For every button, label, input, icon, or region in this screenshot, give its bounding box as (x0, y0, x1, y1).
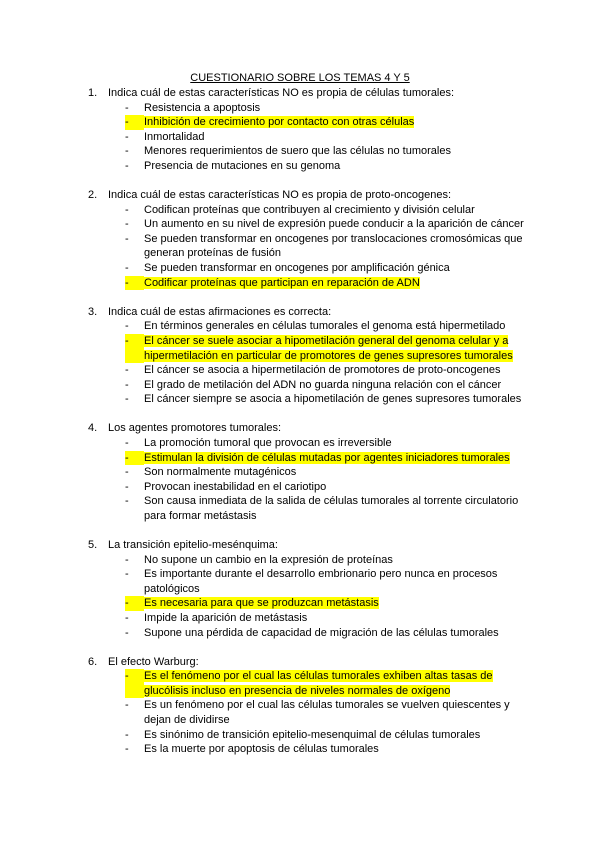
option-text: El grado de metilación del ADN no guarda ninguna relación con el cáncer (144, 378, 502, 391)
option-text: No supone un cambio en la expresión de proteínas (144, 553, 393, 566)
question-number: 3. (88, 305, 98, 318)
option-item (88, 378, 528, 393)
option-dash: - (125, 451, 144, 466)
option-item (88, 203, 528, 218)
question-4 (88, 421, 528, 523)
option-dash: - (125, 276, 144, 291)
question-text: Los agentes promotores tumorales: (108, 422, 282, 435)
option-dash: - (125, 378, 129, 391)
question-1 (88, 86, 528, 174)
option-dash: - (125, 130, 129, 143)
option-text: Son causa inmediata de la salida de células tumorales al torrente circulatorio para formar metástasis (144, 495, 519, 522)
option-dash: - (125, 743, 129, 756)
option-text: Es la muerte por apoptosis de células tumorales (144, 743, 379, 756)
option-dash: - (125, 334, 144, 363)
option-item-highlighted (88, 115, 528, 130)
option-dash: - (125, 612, 129, 624)
option-item-highlighted (88, 669, 528, 698)
question-stem (88, 305, 528, 320)
question-5 (88, 538, 528, 640)
option-list (88, 101, 528, 174)
option-text: Supone una pérdida de capacidad de migración de las células tumorales (144, 626, 499, 639)
option-text: Se pueden transformar en oncogenes por translocaciones cromosómicas que generan proteínas de fusión (144, 232, 523, 260)
option-item (88, 698, 528, 727)
option-item (88, 217, 528, 232)
question-number: 4. (88, 422, 98, 435)
question-stem (88, 188, 528, 203)
option-dash: - (125, 466, 129, 479)
option-item (88, 261, 528, 276)
option-dash: - (125, 626, 129, 639)
question-2 (88, 188, 528, 290)
option-item (88, 436, 528, 451)
option-item (88, 494, 528, 523)
option-item-highlighted (88, 334, 528, 363)
option-item (88, 130, 528, 145)
option-item (88, 553, 528, 568)
option-text: Son normalmente mutagénicos (144, 466, 297, 479)
option-dash: - (125, 218, 129, 231)
question-number: 5. (88, 539, 98, 552)
option-item (88, 363, 528, 378)
option-text: Estimulan la división de células mutadas por agentes iniciadores tumorales (144, 451, 510, 464)
question-text: El efecto Warburg: (108, 655, 199, 668)
option-item (88, 392, 528, 407)
option-text: Codificar proteínas que participan en reparación de ADN (144, 276, 420, 289)
option-list (88, 203, 528, 291)
question-number: 1. (88, 87, 98, 99)
option-item (88, 742, 528, 757)
option-dash: - (125, 553, 129, 566)
option-item-highlighted (88, 596, 528, 611)
question-text: La transición epitelio-mesénquima: (108, 539, 278, 552)
option-dash: - (125, 115, 144, 130)
option-text: Se pueden transformar en oncogenes por amplificación génica (144, 262, 450, 275)
option-text: Es necesaria para que se produzcan metástasis (144, 597, 379, 610)
option-item (88, 465, 528, 480)
option-item (88, 319, 528, 334)
option-dash: - (125, 699, 129, 712)
option-text: Es sinónimo de transición epitelio-mesenquimal de células tumorales (144, 728, 481, 741)
option-text: Inhibición de crecimiento por contacto con otras células (144, 116, 415, 129)
option-dash: - (125, 728, 129, 741)
option-item (88, 101, 528, 116)
option-list (88, 553, 528, 641)
option-item (88, 626, 528, 641)
option-text: Es un fenómeno por el cual las células tumorales se vuelven quiescentes y dejan de dividirse (144, 699, 510, 727)
option-dash: - (125, 480, 129, 493)
option-item (88, 480, 528, 495)
option-item-highlighted (88, 451, 528, 466)
option-text: Inmortalidad (144, 130, 205, 143)
option-dash: - (125, 320, 129, 333)
question-number: 2. (88, 189, 98, 202)
option-dash: - (125, 669, 144, 698)
option-text: Resistencia a apoptosis (144, 101, 261, 114)
question-number: 6. (88, 655, 98, 668)
option-item (88, 144, 528, 159)
option-text: Menores requerimientos de suero que las células no tumorales (144, 145, 451, 158)
option-dash: - (125, 596, 144, 611)
option-dash: - (125, 495, 129, 508)
option-text: La promoción tumoral que provocan es irreversible (144, 436, 392, 449)
option-dash: - (125, 159, 129, 172)
option-dash: - (125, 393, 129, 406)
option-item (88, 159, 528, 174)
option-text: Presencia de mutaciones en su genoma (144, 159, 341, 172)
option-text: El cáncer siempre se asocia a hipometilación de genes supresores tumorales (144, 393, 522, 406)
option-dash: - (125, 101, 129, 114)
question-stem (88, 86, 528, 101)
option-item-highlighted (88, 276, 528, 291)
option-text: Es importante durante el desarrollo embrionario pero nunca en procesos patológicos (144, 568, 498, 595)
document-title: CUESTIONARIO SOBRE LOS TEMAS 4 Y 5 (190, 72, 410, 84)
option-dash: - (125, 436, 129, 449)
question-text: Indica cuál de estas características NO es propia de proto-oncogenes: (108, 189, 452, 202)
question-stem (88, 655, 528, 670)
option-text: Provocan inestabilidad en el cariotipo (144, 480, 327, 493)
option-list (88, 319, 528, 407)
question-text: Indica cuál de estas características NO es propia de células tumorales: (108, 87, 455, 99)
option-text: Impide la aparición de metástasis (144, 612, 308, 624)
option-text: El cáncer se asocia a hipermetilación de promotores de proto-oncogenes (144, 364, 501, 377)
option-text: El cáncer se suele asociar a hipometilación general del genoma celular y a hipermetilación en particular de promotores de genes supresores tumorales (144, 334, 513, 362)
option-item (88, 611, 528, 626)
option-text: Un aumento en su nivel de expresión puede conducir a la aparición de cáncer (144, 218, 524, 231)
option-dash: - (125, 145, 129, 158)
option-dash: - (125, 364, 129, 377)
option-dash: - (125, 203, 129, 216)
option-item (88, 232, 528, 261)
option-text: Codifican proteínas que contribuyen al crecimiento y división celular (144, 203, 475, 216)
option-item (88, 567, 528, 596)
question-3 (88, 305, 528, 407)
question-text: Indica cuál de estas afirmaciones es correcta: (108, 305, 332, 318)
option-list (88, 436, 528, 524)
question-stem (88, 538, 528, 553)
option-text: En términos generales en células tumorales el genoma está hipermetilado (144, 320, 506, 333)
option-list (88, 669, 528, 757)
option-text: Es el fenómeno por el cual las células tumorales exhiben altas tasas de glucólisis incluso en presencia de niveles normales de oxígeno (144, 670, 493, 697)
question-6 (88, 655, 528, 757)
option-dash: - (125, 232, 129, 245)
question-list (88, 86, 528, 771)
question-stem (88, 421, 528, 436)
option-item (88, 728, 528, 743)
option-dash: - (125, 262, 129, 275)
option-dash: - (125, 568, 129, 581)
